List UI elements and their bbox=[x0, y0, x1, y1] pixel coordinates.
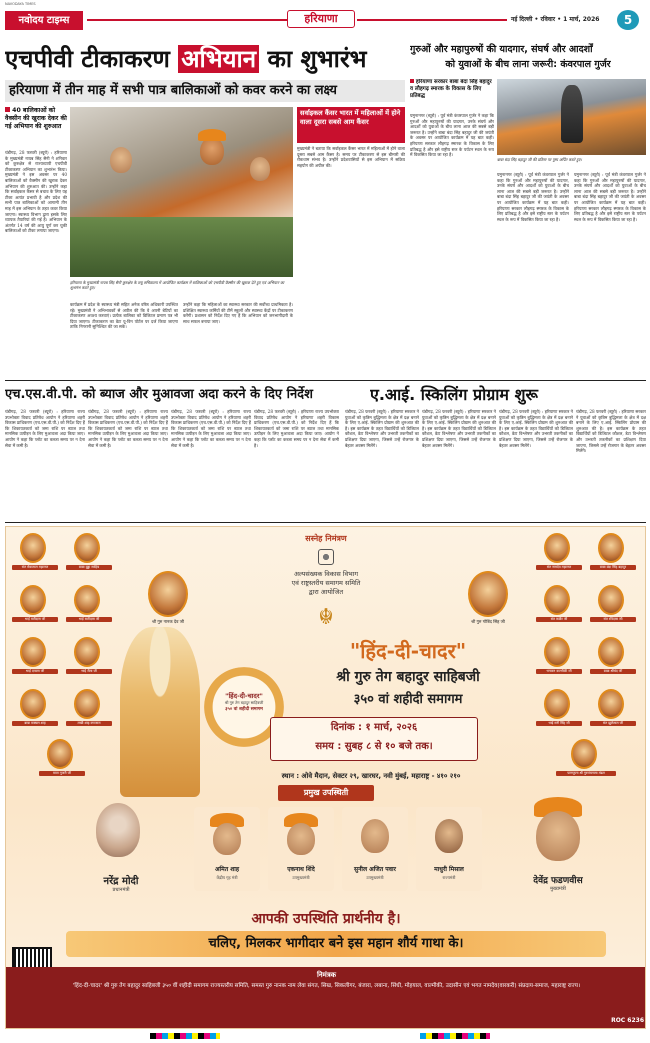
guest-portrait bbox=[96, 803, 140, 857]
saint-label: बाबा मक्खन शाह bbox=[12, 721, 58, 726]
saints-left-grid bbox=[12, 533, 116, 793]
saint-label: भाई दयाला जी bbox=[12, 669, 58, 674]
lead-headline bbox=[5, 42, 403, 78]
guest-role: प्रधानमंत्री bbox=[112, 887, 130, 893]
lead-highlight-text: सर्वाइकल कैंसर भारत में महिलाओं में होने वाला दूसरा सबसे आम कैंसर bbox=[300, 109, 401, 126]
dateline-text: नई दिल्ली • रविवार • 1 मार्च, 2026 bbox=[511, 16, 600, 23]
ad-org-line1: अल्पसंख्यक विकास विभाग bbox=[293, 570, 359, 578]
lead-subhead-text: हरियाणा में तीन माह में सभी पात्र बालिकाओं को कवर करने का लक्ष्य bbox=[9, 83, 337, 98]
masthead-rule-right bbox=[357, 19, 507, 21]
guest-card bbox=[268, 807, 334, 891]
guru-gobind-label: श्री गुरु गोबिंद सिंह जी bbox=[471, 619, 505, 624]
saint-portrait bbox=[544, 585, 570, 615]
logo-text: नवोदय टाइम्स bbox=[18, 15, 70, 26]
saint-portrait bbox=[20, 689, 46, 719]
gurus-caption: बाबा बंदा सिंह बहादुर जी की प्रतिमा पर पुष्प अर्पित करते हुए। bbox=[497, 157, 582, 162]
ad-org-line3: द्वारा आयोजित bbox=[308, 588, 344, 596]
ad-footer-text: 'हिंद-दी-चादर' श्री गुरु तेग बहादुर साहिबजी ३५० वीं शहीदी समागम राज्यस्तरीय समिति, समस्त गुरु नानक नाम लेवा संगत, सिख, सिकलीगर, बंजारा, लबाना, सिंधी, मोहयाल, वाल्मीकी, उदासीन एवं भगत नामदेव(वारकरी) संप्रदाय-समाज, महाराष्ट्र राज्य। bbox=[72, 983, 581, 989]
saint-portrait bbox=[598, 533, 624, 563]
saint-label: भाई जैता जी bbox=[66, 669, 112, 674]
ad-org-line2: एवं राष्ट्रस्तरीय समागम समिति bbox=[291, 579, 361, 587]
lead-photo bbox=[70, 107, 293, 277]
ad-subtitle: श्री गुरु तेग बहादुर साहिबजी bbox=[336, 669, 480, 685]
guest-portrait bbox=[213, 823, 241, 855]
ad-venue: स्थान : ओवे मैदान, सेक्टर २९, खारघर, नवी मुंबई, महाराष्ट्र - ४१० २१० bbox=[281, 772, 461, 780]
logo bbox=[5, 11, 83, 30]
guest-card bbox=[194, 807, 260, 891]
ad-date: दिनांक : १ मार्च, २०२६ bbox=[330, 722, 418, 733]
saint-label: लखी शाह वणजारा bbox=[66, 721, 112, 726]
ad-logo-anniv: ३५० वां शहीदी समागम bbox=[225, 707, 263, 712]
ai-body-col3: चंडीगढ़, 28 फरवरी (ब्यूरो) : हरियाणा सरकार ने युवाओं को कृत्रिम बुद्धिमत्ता के क्षेत्र में दक्ष बनाने के लिए ए.आई. स्किलिंग प्रोग्राम की शुरुआत की है। इस कार्यक्रम के तहत विद्यार्थियों को डिजिटल कौशल, डेटा विश्लेषण और उभरती तकनीकों का प्रशिक्षण दिया जाएगा, जिससे उन्हें रोजगार के बेहतर अवसर मिलेंगे। bbox=[499, 409, 573, 448]
hsvp-body-col4: चंडीगढ़, 28 फरवरी (ब्यूरो) : हरियाणा राज्य उपभोक्ता विवाद प्रतिषेध आयोग ने हरियाणा शहरी विकास प्राधिकरण (एच.एस.वी.पी.) को निर्देश दिए हैं कि शिकायतकर्ता को जमा राशि पर ब्याज तथा मानसिक उत्पीड़न के लिए मुआवजा अदा किया जाए। आयोग ने कहा कि प्लॉट का कब्जा समय पर न देना सेवा में कमी है। bbox=[254, 409, 339, 448]
advertisement bbox=[5, 526, 646, 1029]
ad-anniv: ३५० वां शहीदी समागम bbox=[353, 692, 463, 707]
saint-portrait bbox=[20, 637, 46, 667]
print-registration-mark bbox=[150, 1033, 220, 1039]
saint-label: संत कबीर जी bbox=[536, 617, 582, 622]
lead-side-bullet-icon bbox=[5, 107, 10, 112]
saint-portrait bbox=[74, 533, 100, 563]
saint-portrait bbox=[598, 585, 624, 615]
guest-name: एकनाथ शिंदे bbox=[287, 866, 315, 873]
saint-portrait bbox=[74, 585, 100, 615]
saint-portrait bbox=[598, 689, 624, 719]
masthead-rule-left bbox=[87, 19, 287, 21]
lead-col4: मुख्यमंत्री ने बताया कि सर्वाइकल कैंसर भारत में महिलाओं में होने वाला दूसरा सबसे आम कैंसर है। समय पर टीकाकरण से इस बीमारी की रोकथाम संभव है। उन्होंने प्रदेशवासियों से इस अभियान में सक्रिय सहयोग की अपील की। bbox=[297, 146, 405, 168]
roc-code: ROC 6236 bbox=[611, 1017, 644, 1024]
ad-top-label: सस्नेह निमंत्रण bbox=[305, 534, 347, 543]
guest-portrait bbox=[435, 819, 463, 853]
saint-label: भाई मतीदास जी bbox=[12, 617, 58, 622]
saint-portrait bbox=[544, 637, 570, 667]
guest-name: माधुरी मिसाल bbox=[434, 866, 464, 873]
photo-person bbox=[110, 147, 132, 173]
hsvp-body-col1: चंडीगढ़, 28 फरवरी (ब्यूरो) : हरियाणा राज्य उपभोक्ता विवाद प्रतिषेध आयोग ने हरियाणा शहरी विकास प्राधिकरण (एच.एस.वी.पी.) को निर्देश दिए हैं कि शिकायतकर्ता को जमा राशि पर ब्याज तथा मानसिक उत्पीड़न के लिए मुआवजा अदा किया जाए। आयोग ने कहा कि प्लॉट का कब्जा समय पर न देना सेवा में कमी है। bbox=[5, 409, 85, 448]
guest-portrait bbox=[536, 811, 580, 861]
gurus-side-head-text: हरियाणा सरकार बाबा बंदा सिंह बहादुर व लौहगढ़ स्मारक के विकास के लिए प्रतिबद्ध bbox=[410, 79, 492, 99]
lead-headline-post: का शुभारंभ bbox=[259, 45, 367, 73]
page-number bbox=[617, 10, 639, 30]
guru-tegh-bahadur-figure bbox=[120, 627, 200, 797]
lead-col1: चंडीगढ़, 28 फरवरी (ब्यूरो) : हरियाणा के मुख्यमंत्री नायब सिंह सैनी ने शनिवार को कुरुक्षेत्र से राज्यव्यापी एचपीवी टीकाकरण अभियान का शुभारंभ किया। मुख्यमंत्री ने इस अवसर पर 40 बालिकाओं को वैक्सीन की खुराक देकर अभियान की शुरुआत की। उन्होंने कहा कि सर्वाइकल कैंसर से बचाव के लिए यह टीका अत्यंत प्रभावी है और प्रदेश की सभी पात्र बालिकाओं को आगामी तीन माह में इस अभियान के तहत कवर किया जाएगा। स्वास्थ्य विभाग द्वारा इसके लिए व्यापक तैयारियां की गई हैं। अभियान के अंतर्गत 14 वर्ष की आयु पूर्ण कर चुकी बालिकाओं को टीका लगाया जाएगा। bbox=[5, 150, 67, 234]
saint-portrait bbox=[571, 739, 597, 769]
guest-portrait bbox=[287, 823, 315, 855]
lead-side-head bbox=[5, 107, 67, 145]
divider bbox=[5, 522, 646, 523]
ai-body-col2: चंडीगढ़, 28 फरवरी (ब्यूरो) : हरियाणा सरकार ने युवाओं को कृत्रिम बुद्धिमत्ता के क्षेत्र में दक्ष बनाने के लिए ए.आई. स्किलिंग प्रोग्राम की शुरुआत की है। इस कार्यक्रम के तहत विद्यार्थियों को डिजिटल कौशल, डेटा विश्लेषण और उभरती तकनीकों का प्रशिक्षण दिया जाएगा, जिससे उन्हें रोजगार के बेहतर अवसर मिलेंगे। bbox=[422, 409, 496, 448]
saint-label: परमपूज्य श्री गुरुपंचनामा मंडल bbox=[556, 771, 616, 776]
photo-plants bbox=[70, 217, 293, 277]
photo-turban bbox=[198, 129, 226, 141]
ad-title: "हिंद-दी-चादर" bbox=[349, 639, 467, 663]
saint-portrait bbox=[20, 533, 46, 563]
guest-role: मुख्यमंत्री bbox=[550, 886, 566, 892]
saint-portrait bbox=[544, 689, 570, 719]
guest-name: नरेंद्र मोदी bbox=[103, 876, 139, 887]
guest-name: देवेंद्र फडणवीस bbox=[533, 876, 583, 886]
ai-headline: ए.आई. स्किलिंग प्रोग्राम शुरू bbox=[370, 385, 538, 404]
gurus-body-col1: यमुनानगर (ब्यूरो) : पूर्व मंत्री कंवरपाल गुर्जर ने कहा कि गुरुओं और महापुरुषों की यादगार, उनके संघर्ष और आदर्शों को युवाओं के बीच लाना आज की सबसे बड़ी जरूरत है। उन्होंने बाबा बंदा सिंह बहादुर जी की जयंती के अवसर पर आयोजित कार्यक्रम में यह बात कही। हरियाणा सरकार लौहगढ़ स्मारक के विकास के लिए प्रतिबद्ध है और इसे राष्ट्रीय स्तर के पर्यटन स्थल के रूप में विकसित किया जा रहा है। bbox=[410, 113, 494, 158]
dateline bbox=[511, 13, 617, 26]
ad-footer bbox=[6, 967, 646, 1029]
guest-portrait bbox=[361, 819, 389, 853]
saint-label: भगवान वाल्मीकी जी bbox=[536, 669, 582, 674]
guest-role: उपमुख्यमंत्री bbox=[366, 875, 384, 880]
print-registration-mark bbox=[420, 1033, 490, 1039]
ai-body-col1: चंडीगढ़, 28 फरवरी (ब्यूरो) : हरियाणा सरकार ने युवाओं को कृत्रिम बुद्धिमत्ता के क्षेत्र में दक्ष बनाने के लिए ए.आई. स्किलिंग प्रोग्राम की शुरुआत की है। इस कार्यक्रम के तहत विद्यार्थियों को डिजिटल कौशल, डेटा विश्लेषण और उभरती तकनीकों का प्रशिक्षण दिया जाएगा, जिससे उन्हें रोजगार के बेहतर अवसर मिलेंगे। bbox=[345, 409, 419, 448]
saint-label: संत नामदेव महाराज bbox=[536, 565, 582, 570]
saint-label: संत सेवालाल महाराज bbox=[12, 565, 58, 570]
gurus-photo bbox=[497, 79, 646, 155]
guest-role: केंद्रीय गृह मंत्री bbox=[216, 875, 238, 880]
saint-label: बाबा बुड्ढा साहिब bbox=[66, 565, 112, 570]
gurus-headline-line2: को युवाओं के बीच लाना जरूरी: कंवरपाल गुर्जर bbox=[445, 59, 611, 70]
guest-name: सुनील अजित पवार bbox=[354, 866, 396, 873]
lead-side-head-text: 40 बालिकाओं को वैक्सीन की खुराक देकर की गई अभियान की शुरुआत bbox=[5, 107, 67, 130]
saint-portrait bbox=[74, 637, 100, 667]
saint-label: भाई सतीदास जी bbox=[66, 617, 112, 622]
saint-label: संत रविदास जी bbox=[590, 617, 636, 622]
photo-person bbox=[200, 137, 224, 165]
gurus-side-head bbox=[410, 79, 494, 111]
page-number-text: 5 bbox=[623, 13, 633, 27]
gurus-headline-line1: गुरुओं और महापुरुषों की यादगार, संघर्ष और आदर्शों bbox=[410, 44, 593, 55]
guest-name: अमित शाह bbox=[214, 866, 240, 873]
saint-label: बाबा श्रीचंद जी bbox=[590, 669, 636, 674]
lead-col2: कार्यक्रम में प्रदेश के स्वास्थ्य मंत्री सहित अनेक वरिष्ठ अधिकारी उपस्थित रहे। मुख्यमंत्री ने अभिभावकों से अपील की कि वे अपनी बेटियों का टीकाकरण अवश्य करवाएं। प्रत्येक बालिका को डिजिटल प्रमाण पत्र भी दिया जाएगा। टीकाकरण का डेटा यू-विन पोर्टल पर दर्ज किया जाएगा ताकि निगरानी सुनिश्चित की जा सके। bbox=[70, 302, 178, 330]
gurus-body-col2: यमुनानगर (ब्यूरो) : पूर्व मंत्री कंवरपाल गुर्जर ने कहा कि गुरुओं और महापुरुषों की यादगार, उनके संघर्ष और आदर्शों को युवाओं के बीच लाना आज की सबसे बड़ी जरूरत है। उन्होंने बाबा बंदा सिंह बहादुर जी की जयंती के अवसर पर आयोजित कार्यक्रम में यह बात कही। हरियाणा सरकार लौहगढ़ स्मारक के विकास के लिए प्रतिबद्ध है और इसे राष्ट्रीय स्तर के पर्यटन स्थल के रूप में विकसित किया जा रहा है। bbox=[497, 172, 569, 222]
guru-gobind-portrait bbox=[468, 571, 508, 617]
saint-portrait bbox=[598, 637, 624, 667]
lead-subhead bbox=[5, 80, 405, 102]
hsvp-body-col3: चंडीगढ़, 28 फरवरी (ब्यूरो) : हरियाणा राज्य उपभोक्ता विवाद प्रतिषेध आयोग ने हरियाणा शहरी विकास प्राधिकरण (एच.एस.वी.पी.) को निर्देश दिए हैं कि शिकायतकर्ता को जमा राशि पर ब्याज तथा मानसिक उत्पीड़न के लिए मुआवजा अदा किया जाए। आयोग ने कहा कि प्लॉट का कब्जा समय पर न देना सेवा में कमी है। bbox=[171, 409, 251, 448]
guest-card bbox=[498, 797, 618, 899]
lead-headline-pre: एचपीवी टीकाकरण bbox=[5, 45, 179, 73]
section-text: हरियाणा bbox=[304, 12, 338, 25]
logo-top-text: NAVODAYA TIMES bbox=[5, 2, 36, 6]
section-label bbox=[287, 10, 355, 28]
ad-invite-line1: आपकी उपस्थिति प्रार्थनीय है। bbox=[251, 911, 401, 927]
ad-guests-label-text: प्रमुख उपस्थिती bbox=[303, 788, 349, 797]
saint-portrait bbox=[544, 533, 570, 563]
ek-onkar-icon: ☬ bbox=[318, 605, 334, 630]
ad-logo-sub: श्री गुरु तेग बहादुर साहिबजी bbox=[224, 700, 264, 705]
guest-role: राज्यमंत्री bbox=[442, 875, 456, 880]
lead-caption: हरियाणा के मुख्यमंत्री नायब सिंह सैनी कुरुक्षेत्र के लघु सचिवालय में आयोजित कार्यक्रम में बालिकाओं को एचपीवी वैक्सीन की खुराक देते हुए एवं अभियान का शुभारंभ करते हुए। bbox=[70, 280, 285, 290]
gurus-bullet-icon bbox=[410, 79, 414, 83]
guest-card bbox=[416, 807, 482, 891]
ad-guests-label bbox=[278, 785, 374, 801]
guest-card bbox=[66, 803, 176, 899]
saint-label: संत झूलेलाल जी bbox=[590, 721, 636, 726]
ad-footer-head: निमंत्रक bbox=[316, 971, 337, 979]
hsvp-body-col2: चंडीगढ़, 28 फरवरी (ब्यूरो) : हरियाणा राज्य उपभोक्ता विवाद प्रतिषेध आयोग ने हरियाणा शहरी विकास प्राधिकरण (एच.एस.वी.पी.) को निर्देश दिए हैं कि शिकायतकर्ता को जमा राशि पर ब्याज तथा मानसिक उत्पीड़न के लिए मुआवजा अदा किया जाए। आयोग ने कहा कि प्लॉट का कब्जा समय पर न देना सेवा में कमी है। bbox=[88, 409, 168, 448]
guest-role: उपमुख्यमंत्री bbox=[292, 875, 310, 880]
divider bbox=[5, 380, 646, 381]
ad-date-box bbox=[270, 717, 478, 761]
hsvp-headline: एच.एस.वी.पी. को ब्याज और मुआवजा अदा करने के दिए निर्देश bbox=[5, 387, 313, 402]
saint-portrait bbox=[47, 739, 73, 769]
ad-invite-line2: चलिए, मिलकर भागीदार बने इस महान शौर्य गाथा के। bbox=[208, 936, 464, 951]
saint-label: भाई मनी सिंह जी bbox=[536, 721, 582, 726]
saint-portrait bbox=[20, 585, 46, 615]
ai-body-col4: चंडीगढ़, 28 फरवरी (ब्यूरो) : हरियाणा सरकार ने युवाओं को कृत्रिम बुद्धिमत्ता के क्षेत्र में दक्ष बनाने के लिए ए.आई. स्किलिंग प्रोग्राम की शुरुआत की है। इस कार्यक्रम के तहत विद्यार्थियों को डिजिटल कौशल, डेटा विश्लेषण और उभरती तकनीकों का प्रशिक्षण दिया जाएगा, जिससे उन्हें रोजगार के बेहतर अवसर मिलेंगे। bbox=[576, 409, 646, 454]
photo-statue bbox=[561, 85, 583, 143]
guru-nanak-label: श्री गुरु नानक देव जी bbox=[152, 619, 184, 624]
saints-right-grid bbox=[536, 533, 640, 793]
ad-invite-banner bbox=[66, 931, 606, 957]
ad-logo-title: "हिंद-दी-चादर" bbox=[225, 692, 263, 700]
guru-nanak-portrait bbox=[148, 571, 188, 617]
gurus-body-col3: यमुनानगर (ब्यूरो) : पूर्व मंत्री कंवरपाल गुर्जर ने कहा कि गुरुओं और महापुरुषों की यादगार, उनके संघर्ष और आदर्शों को युवाओं के बीच लाना आज की सबसे बड़ी जरूरत है। उन्होंने बाबा बंदा सिंह बहादुर जी की जयंती के अवसर पर आयोजित कार्यक्रम में यह बात कही। हरियाणा सरकार लौहगढ़ स्मारक के विकास के लिए प्रतिबद्ध है और इसे राष्ट्रीय स्तर के पर्यटन स्थल के रूप में विकसित किया जा रहा है। bbox=[574, 172, 646, 222]
photo-person bbox=[250, 157, 270, 181]
lead-highlight-box bbox=[297, 107, 405, 143]
saint-portrait bbox=[74, 689, 100, 719]
lead-col3: उन्होंने कहा कि महिलाओं का स्वास्थ्य सरकार की सर्वोच्च प्राथमिकता है। प्रशिक्षित स्वास्थ्य कर्मियों की टीमें स्कूलों और स्वास्थ्य केंद्रों पर टीकाकरण करेंगी। प्रशासन को निर्देश दिए गए हैं कि अभियान को जनभागीदारी के साथ सफल बनाया जाए। bbox=[183, 302, 293, 324]
saint-label: बाबा बंदा सिंह बहादुर bbox=[590, 565, 636, 570]
gurus-headline bbox=[410, 42, 646, 76]
emblem-icon bbox=[318, 549, 334, 565]
ad-time: समय : सुबह ८ से १० बजे तक। bbox=[315, 741, 433, 752]
guest-card bbox=[342, 807, 408, 891]
masthead bbox=[5, 2, 645, 32]
saint-label: माता गुजरी जी bbox=[39, 771, 85, 776]
lead-headline-accent: अभियान bbox=[178, 45, 259, 73]
